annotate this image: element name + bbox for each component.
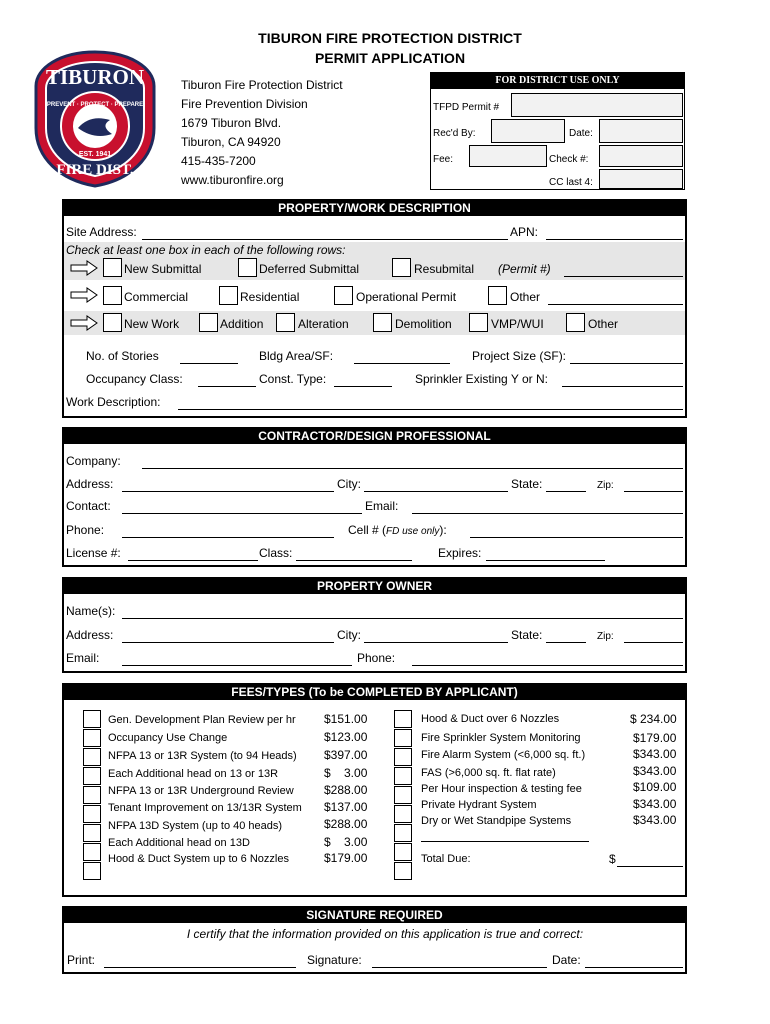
resubmittal-label: Resubmital	[414, 262, 475, 276]
page-title: TIBURON FIRE PROTECTION DISTRICT	[258, 30, 522, 46]
fee-label-left: Occupancy Use Change	[108, 732, 228, 744]
expires-field[interactable]	[486, 560, 605, 561]
owner-address-label: Address:	[66, 628, 114, 642]
license-label: License #:	[66, 546, 121, 560]
owner-phone-field[interactable]	[412, 665, 683, 666]
contractor-title: CONTRACTOR/DESIGN PROFESSIONAL	[63, 428, 686, 444]
page-subtitle: PERMIT APPLICATION	[314, 50, 466, 66]
commercial-checkbox[interactable]	[103, 286, 122, 305]
fee-checkbox[interactable]	[394, 862, 412, 880]
sprinkler-label: Sprinkler Existing Y or N:	[415, 372, 548, 386]
fee-amount-left: $151.00	[324, 712, 368, 726]
fee-checkbox[interactable]	[394, 729, 412, 747]
owner-title: PROPERTY OWNER	[63, 578, 686, 594]
contractor-city-field[interactable]	[364, 491, 508, 492]
contractor-phone-field[interactable]	[122, 537, 334, 538]
address-line-3: 1679 Tiburon Blvd.	[181, 116, 282, 130]
owner-names-label: Name(s):	[66, 604, 116, 618]
fee-amount-right: $343.00	[633, 764, 677, 778]
new-work-checkbox[interactable]	[103, 313, 122, 332]
owner-phone-label: Phone:	[357, 651, 396, 665]
fee-checkbox[interactable]	[394, 786, 412, 804]
apn-label: APN:	[510, 225, 539, 239]
other-use-label: Other	[510, 290, 541, 304]
sprinkler-field[interactable]	[562, 386, 683, 387]
signature-date-label: Date:	[552, 953, 581, 967]
address-line-4: Tiburon, CA 94920	[181, 135, 281, 149]
addition-label: Addition	[220, 317, 264, 331]
fee-label-right: Hood & Duct over 6 Nozzles	[421, 713, 560, 725]
total-due-field[interactable]	[617, 866, 683, 867]
owner-state-field[interactable]	[546, 642, 586, 643]
print-name-field[interactable]	[104, 967, 296, 968]
vmp-wui-label: VMP/WUI	[491, 317, 544, 331]
deferred-submittal-label: Deferred Submittal	[259, 262, 360, 276]
address-line-5: 415-435-7200	[181, 154, 256, 168]
contractor-address-label: Address:	[66, 477, 114, 491]
fee-checkbox[interactable]	[394, 824, 412, 842]
fee-label-left: Tenant Improvement on 13/13R System	[108, 802, 302, 814]
fee-amount-left: $123.00	[324, 730, 368, 744]
signature-field[interactable]	[372, 967, 547, 968]
fee-checkbox[interactable]	[83, 710, 101, 728]
other-use-checkbox[interactable]	[488, 286, 507, 305]
operational-permit-checkbox[interactable]	[334, 286, 353, 305]
class-label: Class:	[259, 546, 293, 560]
company-label: Company:	[66, 454, 121, 468]
fee-checkbox[interactable]	[394, 767, 412, 785]
expires-label: Expires:	[438, 546, 482, 560]
signature-date-field[interactable]	[585, 967, 683, 968]
cc-label: CC last 4:	[549, 177, 593, 188]
owner-city-label: City:	[337, 628, 361, 642]
cell-field[interactable]	[470, 537, 683, 538]
fee-checkbox[interactable]	[83, 862, 101, 880]
fee-label-left: NFPA 13 or 13R System (to 94 Heads)	[108, 750, 297, 762]
fee-amount-right: $ 234.00	[630, 712, 677, 726]
contact-field[interactable]	[122, 513, 362, 514]
fee-label-left: Gen. Development Plan Review per hr	[108, 714, 296, 726]
fee-amount-right: $179.00	[633, 731, 677, 745]
fee-label-left: NFPA 13D System (up to 40 heads)	[108, 820, 283, 832]
row-arrow-icon	[70, 287, 98, 303]
fee-amount-left: $137.00	[324, 800, 368, 814]
fee-label-right: FAS (>6,000 sq. ft. flat rate)	[421, 767, 556, 779]
contractor-section	[62, 427, 687, 567]
contractor-phone-label: Phone:	[66, 523, 105, 537]
fee-amount-right: $343.00	[633, 747, 677, 761]
recd-label: Rec'd By:	[433, 128, 476, 139]
district-use-box	[430, 72, 685, 190]
fee-label-right: Fire Alarm System (<6,000 sq. ft.)	[421, 749, 586, 761]
district-use-title: FOR DISTRICT USE ONLY	[431, 73, 684, 89]
check-label: Check #:	[549, 154, 589, 165]
contractor-email-label: Email:	[365, 499, 399, 513]
signature-label: Signature:	[307, 953, 362, 967]
project-size-field[interactable]	[570, 363, 683, 364]
resubmittal-checkbox[interactable]	[392, 258, 411, 277]
stories-label: No. of Stories	[86, 349, 159, 363]
address-line-2: Fire Prevention Division	[181, 97, 308, 111]
residential-checkbox[interactable]	[219, 286, 238, 305]
contractor-state-field[interactable]	[546, 491, 586, 492]
fee-label-left: Hood & Duct System up to 6 Nozzles	[108, 853, 289, 865]
total-currency-symbol: $	[609, 852, 616, 866]
logo-top-text: TIBURON	[45, 65, 145, 89]
signature-title: SIGNATURE REQUIRED	[63, 907, 686, 923]
cc-field[interactable]	[599, 169, 683, 189]
owner-address-field[interactable]	[122, 642, 334, 643]
bldg-area-label: Bldg Area/SF:	[259, 349, 334, 363]
occupancy-label: Occupancy Class:	[86, 372, 183, 386]
const-type-field[interactable]	[334, 386, 392, 387]
fee-checkbox[interactable]	[394, 710, 412, 728]
demolition-label: Demolition	[395, 317, 452, 331]
fee-label-left: Each Additional head on 13 or 13R	[108, 768, 279, 780]
demolition-checkbox[interactable]	[373, 313, 392, 332]
fee-amount-left: $288.00	[324, 817, 368, 831]
logo-arc-text: PREVENT · PROTECT · PREPARE	[46, 102, 144, 108]
license-field[interactable]	[128, 560, 258, 561]
project-size-label: Project Size (SF):	[472, 349, 567, 363]
fee-amount-right: $109.00	[633, 780, 677, 794]
alteration-label: Alteration	[298, 317, 349, 331]
fee-amount-right: $343.00	[633, 797, 677, 811]
resubmittal-permit-field[interactable]	[564, 276, 683, 277]
contact-label: Contact:	[66, 499, 111, 513]
check-field[interactable]	[599, 145, 683, 167]
site-address-field[interactable]	[142, 239, 508, 240]
owner-city-field[interactable]	[364, 642, 508, 643]
owner-zip-field[interactable]	[624, 642, 683, 643]
logo-est-text: EST. 1941	[78, 151, 112, 158]
cell-label: Cell # (FD use only):	[348, 523, 447, 537]
deferred-submittal-checkbox[interactable]	[238, 258, 257, 277]
fee-checkbox[interactable]	[83, 843, 101, 861]
company-field[interactable]	[142, 468, 683, 469]
const-type-label: Const. Type:	[259, 372, 327, 386]
property-title: PROPERTY/WORK DESCRIPTION	[63, 200, 686, 216]
apn-field[interactable]	[546, 239, 683, 240]
total-due-label: Total Due:	[421, 853, 471, 865]
date-field[interactable]	[599, 119, 683, 143]
address-line-1: Tiburon Fire Protection District	[181, 78, 343, 92]
owner-email-field[interactable]	[122, 665, 352, 666]
fee-amount-left: $288.00	[324, 783, 368, 797]
occupancy-field[interactable]	[198, 386, 256, 387]
vmp-wui-checkbox[interactable]	[469, 313, 488, 332]
permit-field[interactable]	[511, 93, 683, 117]
new-work-label: New Work	[124, 317, 180, 331]
owner-zip-label: Zip:	[597, 631, 614, 642]
contractor-state-label: State:	[511, 477, 543, 491]
fee-amount-left: $ 3.00	[324, 766, 368, 780]
fee-label-right: Fire Sprinkler System Monitoring	[421, 732, 581, 744]
fee-label-left: Each Additional head on 13D	[108, 837, 250, 849]
new-submittal-checkbox[interactable]	[103, 258, 122, 277]
owner-state-label: State:	[511, 628, 543, 642]
other-work-checkbox[interactable]	[566, 313, 585, 332]
contractor-address-field[interactable]	[122, 491, 334, 492]
owner-email-label: Email:	[66, 651, 100, 665]
date-label: Date:	[569, 128, 593, 139]
fee-checkbox[interactable]	[83, 767, 101, 785]
fee-label: Fee:	[433, 154, 454, 165]
work-description-label: Work Description:	[66, 395, 161, 409]
fee-blank-line[interactable]	[421, 841, 589, 842]
fee-checkbox[interactable]	[83, 786, 101, 804]
commercial-label: Commercial	[124, 290, 189, 304]
fee-checkbox[interactable]	[394, 843, 412, 861]
other-use-field[interactable]	[548, 304, 683, 305]
new-submittal-label: New Submittal	[124, 262, 202, 276]
work-description-field[interactable]	[178, 409, 683, 410]
logo-bottom-text: FIRE DIST.	[56, 162, 134, 178]
district-logo	[30, 48, 160, 190]
fees-title: FEES/TYPES (To be COMPLETED BY APPLICANT)	[63, 684, 686, 700]
fee-amount-left: $ 3.00	[324, 835, 368, 849]
other-work-label: Other	[588, 317, 619, 331]
print-label: Print:	[67, 953, 96, 967]
certify-text: I certify that the information provided on this application is true and correct:	[186, 927, 584, 941]
fee-amount-left: $179.00	[324, 851, 368, 865]
fee-checkbox[interactable]	[83, 824, 101, 842]
contractor-city-label: City:	[337, 477, 361, 491]
address-line-6: www.tiburonfire.org	[181, 173, 284, 187]
residential-label: Residential	[240, 290, 300, 304]
stories-field[interactable]	[180, 363, 238, 364]
fee-amount-left: $397.00	[324, 748, 368, 762]
contractor-zip-label: Zip:	[597, 480, 614, 491]
instruction-text: Check at least one box in each of the following rows:	[66, 243, 346, 257]
fee-label-right: Dry or Wet Standpipe Systems	[421, 815, 572, 827]
row-arrow-icon	[70, 315, 98, 331]
fee-label-right: Per Hour inspection & testing fee	[421, 783, 582, 795]
recd-field[interactable]	[491, 119, 565, 143]
owner-names-field[interactable]	[122, 618, 683, 619]
fee-checkbox[interactable]	[83, 805, 101, 823]
contractor-zip-field[interactable]	[624, 491, 683, 492]
permit-number-label: (Permit #)	[498, 262, 551, 276]
addition-checkbox[interactable]	[199, 313, 218, 332]
site-address-label: Site Address:	[66, 225, 137, 239]
alteration-checkbox[interactable]	[276, 313, 295, 332]
class-field[interactable]	[296, 560, 412, 561]
fee-checkbox[interactable]	[83, 748, 101, 766]
fee-amount-right: $343.00	[633, 813, 677, 827]
bldg-area-field[interactable]	[354, 363, 450, 364]
fee-checkbox[interactable]	[394, 748, 412, 766]
row-arrow-icon	[70, 260, 98, 276]
fee-label-left: NFPA 13 or 13R Underground Review	[108, 785, 294, 797]
fee-field[interactable]	[469, 145, 547, 167]
operational-permit-label: Operational Permit	[356, 290, 457, 304]
fee-checkbox[interactable]	[394, 805, 412, 823]
fee-checkbox[interactable]	[83, 729, 101, 747]
contractor-email-field[interactable]	[412, 513, 683, 514]
permit-label: TFPD Permit #	[433, 102, 500, 113]
fee-label-right: Private Hydrant System	[421, 799, 537, 811]
